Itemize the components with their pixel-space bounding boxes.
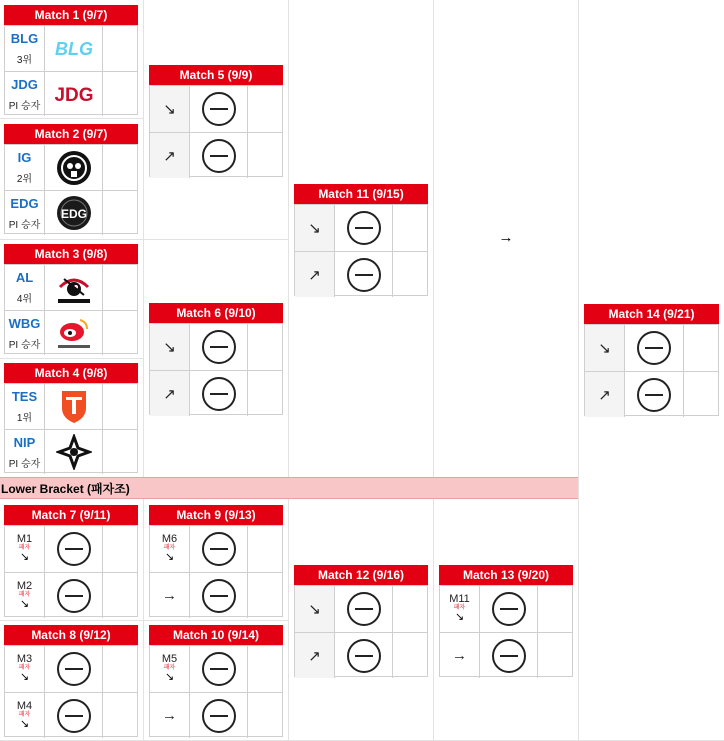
tes-logo xyxy=(45,384,103,429)
source-match: M11 xyxy=(449,593,470,605)
team-seed: PI 승자 xyxy=(8,340,41,351)
source-match: M1 xyxy=(16,533,33,545)
advance-arrow: → xyxy=(162,587,177,604)
advance-arrow: → xyxy=(162,707,177,724)
column-divider xyxy=(288,0,289,741)
tbd-icon xyxy=(202,699,236,733)
source-match: M6 xyxy=(161,533,178,545)
match-2-header: Match 2 (9/7) xyxy=(4,124,138,144)
match-1-box xyxy=(4,25,138,115)
ig-logo xyxy=(45,145,103,190)
team-seed: 2위 xyxy=(16,174,33,185)
advance-arrow: ↘ xyxy=(454,611,465,623)
source-match: M4 xyxy=(16,700,33,712)
team-seed: 4위 xyxy=(16,294,33,305)
tbd-icon xyxy=(202,652,236,686)
team-seed: 3위 xyxy=(16,55,33,66)
loser-tag: 패자 xyxy=(18,592,31,598)
tbd-icon xyxy=(492,592,526,626)
tbd-icon xyxy=(202,139,236,173)
tbd-icon xyxy=(202,330,236,364)
match-9-header: Match 9 (9/13) xyxy=(149,505,283,525)
advance-arrow: ↗ xyxy=(163,147,176,165)
advance-arrow: ↘ xyxy=(598,340,611,357)
team-seed: PI 승자 xyxy=(8,101,41,112)
match-2-box xyxy=(4,144,138,234)
tbd-icon xyxy=(57,532,91,566)
tbd-icon xyxy=(57,652,91,686)
svg-text:JDG: JDG xyxy=(53,85,94,106)
match-7-box xyxy=(4,525,138,617)
source-match: M2 xyxy=(16,580,33,592)
al-logo xyxy=(45,265,103,310)
team-seed: PI 승자 xyxy=(8,220,41,231)
tbd-icon xyxy=(57,699,91,733)
match-12-box xyxy=(294,585,428,677)
team-name[interactable]: AL xyxy=(15,270,34,285)
match-8-header: Match 8 (9/12) xyxy=(4,625,138,645)
advance-arrow: ↘ xyxy=(19,551,30,563)
row-divider xyxy=(0,239,288,240)
tbd-icon xyxy=(57,579,91,613)
tbd-icon xyxy=(492,639,526,673)
match-7-header: Match 7 (9/11) xyxy=(4,505,138,525)
match-5-box xyxy=(149,85,283,177)
loser-tag: 패자 xyxy=(453,605,466,611)
advance-arrow: ↘ xyxy=(19,598,30,610)
loser-tag: 패자 xyxy=(18,712,31,718)
advance-arrow: → xyxy=(498,229,514,246)
advance-arrow: ↘ xyxy=(163,101,176,118)
team-name[interactable]: EDG xyxy=(10,196,39,211)
tbd-icon xyxy=(347,258,381,292)
svg-text:EDG: EDG xyxy=(60,207,87,221)
source-match: M3 xyxy=(16,653,33,665)
edg-logo xyxy=(45,191,103,235)
match-6-box xyxy=(149,323,283,415)
lower-bracket-label: Lower Bracket (패자조) xyxy=(0,477,578,499)
match-4-box xyxy=(4,383,138,473)
match-11-box xyxy=(294,204,428,296)
tbd-icon xyxy=(202,579,236,613)
team-name[interactable]: WBG xyxy=(8,316,41,331)
team-name[interactable]: TES xyxy=(11,389,38,404)
match-3-box xyxy=(4,264,138,354)
loser-tag: 패자 xyxy=(18,665,31,671)
advance-arrow: ↘ xyxy=(308,601,321,618)
advance-arrow: ↗ xyxy=(163,385,176,403)
match-6-header: Match 6 (9/10) xyxy=(149,303,283,323)
loser-tag: 패자 xyxy=(18,545,31,551)
wbg-logo xyxy=(45,311,103,355)
loser-tag: 패자 xyxy=(163,545,176,551)
match-11-header: Match 11 (9/15) xyxy=(294,184,428,204)
tbd-icon xyxy=(637,331,671,365)
row-divider xyxy=(0,358,143,359)
team-name[interactable]: NIP xyxy=(13,435,36,450)
row-divider xyxy=(0,118,143,119)
match-3-header: Match 3 (9/8) xyxy=(4,244,138,264)
advance-arrow: ↘ xyxy=(164,551,175,563)
tbd-icon xyxy=(347,211,381,245)
match-10-header: Match 10 (9/14) xyxy=(149,625,283,645)
jdg-logo xyxy=(45,72,103,116)
team-seed: 1위 xyxy=(16,413,33,424)
advance-arrow: ↘ xyxy=(19,671,30,683)
tbd-icon xyxy=(637,378,671,412)
advance-arrow: ↗ xyxy=(308,266,321,284)
match-13-header: Match 13 (9/20) xyxy=(439,565,573,585)
match-1-header: Match 1 (9/7) xyxy=(4,5,138,25)
match-9-box xyxy=(149,525,283,617)
column-divider xyxy=(143,0,144,741)
tbd-icon xyxy=(202,92,236,126)
match-10-box xyxy=(149,645,283,737)
column-divider xyxy=(433,0,434,741)
advance-arrow: ↘ xyxy=(19,718,30,730)
svg-text:BLG: BLG xyxy=(54,38,93,59)
advance-arrow: → xyxy=(452,647,467,664)
advance-arrow: ↘ xyxy=(163,339,176,356)
match-14-header: Match 14 (9/21) xyxy=(584,304,719,324)
match-5-header: Match 5 (9/9) xyxy=(149,65,283,85)
nip-logo xyxy=(45,430,103,474)
match-12-header: Match 12 (9/16) xyxy=(294,565,428,585)
tbd-icon xyxy=(347,592,381,626)
team-name[interactable]: JDG xyxy=(11,77,38,92)
match-14-box xyxy=(584,324,719,416)
tbd-icon xyxy=(202,377,236,411)
match-13-box xyxy=(439,585,573,677)
column-divider xyxy=(578,0,579,741)
advance-arrow: ↗ xyxy=(598,386,611,404)
advance-arrow: ↘ xyxy=(164,671,175,683)
row-divider xyxy=(0,620,288,621)
team-seed: PI 승자 xyxy=(8,459,41,470)
team-name[interactable]: IG xyxy=(17,150,32,165)
tbd-icon xyxy=(347,639,381,673)
loser-tag: 패자 xyxy=(163,665,176,671)
match-4-header: Match 4 (9/8) xyxy=(4,363,138,383)
match-8-box xyxy=(4,645,138,737)
source-match: M5 xyxy=(161,653,178,665)
advance-arrow: ↗ xyxy=(308,647,321,665)
blg-logo xyxy=(45,26,103,71)
tbd-icon xyxy=(202,532,236,566)
team-name[interactable]: BLG xyxy=(10,31,39,46)
advance-arrow: ↘ xyxy=(308,220,321,237)
